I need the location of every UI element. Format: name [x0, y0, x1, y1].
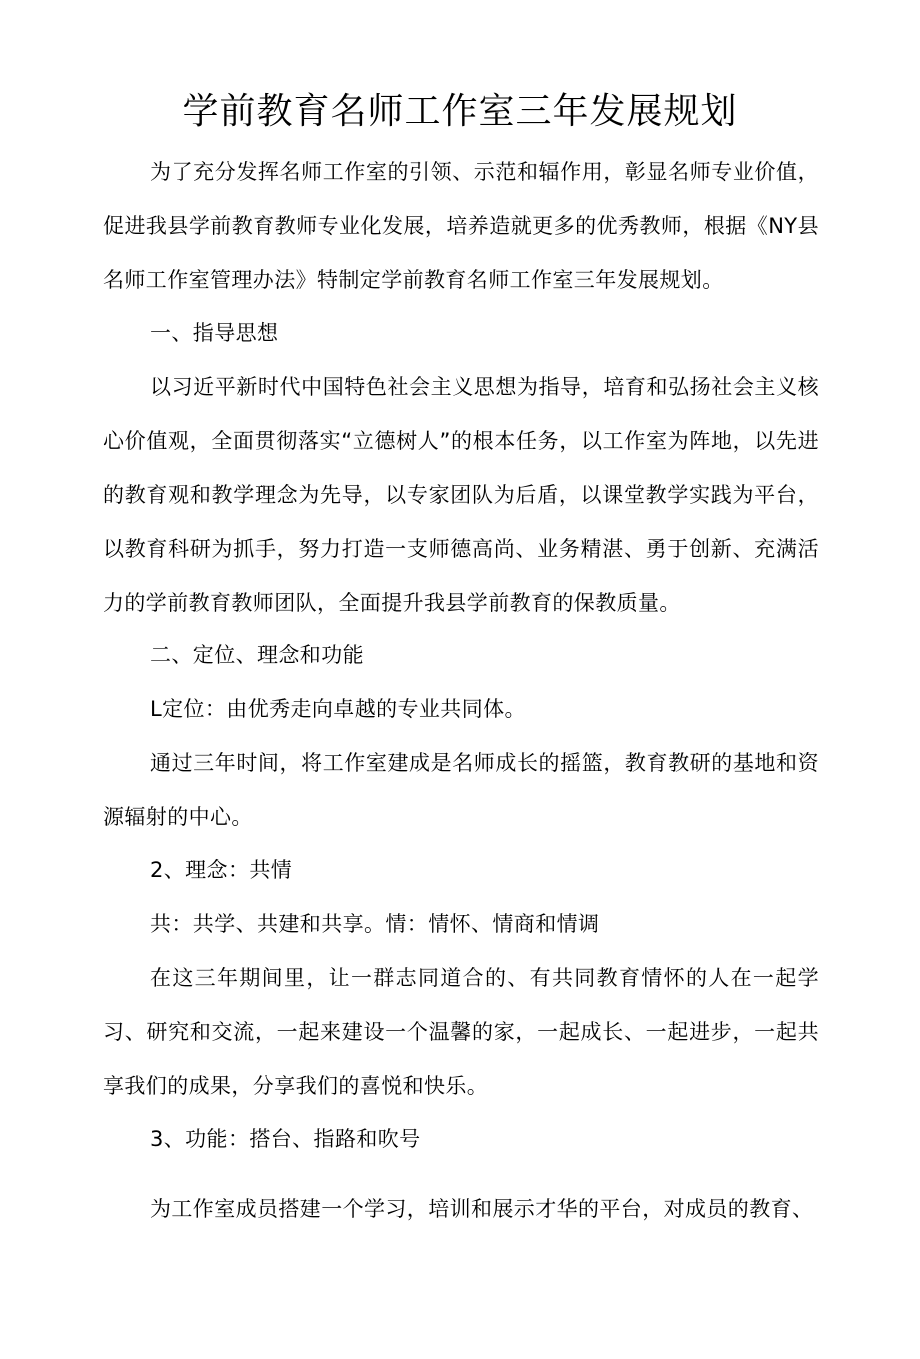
intro-paragraph: 为了充分发挥名师工作室的引领、示范和辐作用，彰显名师专业价值，促进我县学前教育教师专业化发展，培养造就更多的优秀教师，根据《NY县名师工作室管理办法》特制定学前教育名师工作室三年发展规划。 [103, 160, 819, 292]
function-paragraph: 为工作室成员搭建一个学习，培训和展示才华的平台，对成员的教育、 [150, 1197, 814, 1221]
document-title: 学前教育名师工作室三年发展规划 [182, 91, 738, 132]
positioning-paragraph: 通过三年时间，将工作室建成是名师成长的摇篮，教育教研的基地和资源辐射的中心。 [103, 751, 819, 829]
concept-paragraph: 在这三年期间里，让一群志同道合的、有共同教育情怀的人在一起学习、研究和交流，一起来建设一个温馨的家，一起成长、一起进步，一起共享我们的成果，分享我们的喜悦和快乐。 [103, 966, 819, 1098]
subheading-concept: 2、理念：共情 [150, 858, 293, 882]
subheading-function: 3、功能：搭台、指路和吹号 [150, 1127, 421, 1151]
concept-definition: 共：共学、共建和共享。情：情怀、情商和情调 [150, 912, 600, 936]
section-heading-positioning-concept-function: 二、定位、理念和功能 [150, 643, 364, 667]
subheading-positioning: L定位：由优秀走向卓越的专业共同体。 [150, 697, 526, 721]
guiding-ideology-paragraph: 以习近平新时代中国特色社会主义思想为指导，培育和弘扬社会主义核心价值观，全面贯彻落实“立德树人”的根本任务，以工作室为阵地，以先进的教育观和教学理念为先导，以专家团队为后盾，以课堂教学实践为平台，以教育科研为抓手，努力打造一支师德高尚、业务精湛、勇于创新、充满活力的学前教育教师团队，全面提升我县学前教育的保教质量。 [103, 375, 819, 615]
section-heading-guiding-ideology: 一、指导思想 [150, 321, 279, 345]
